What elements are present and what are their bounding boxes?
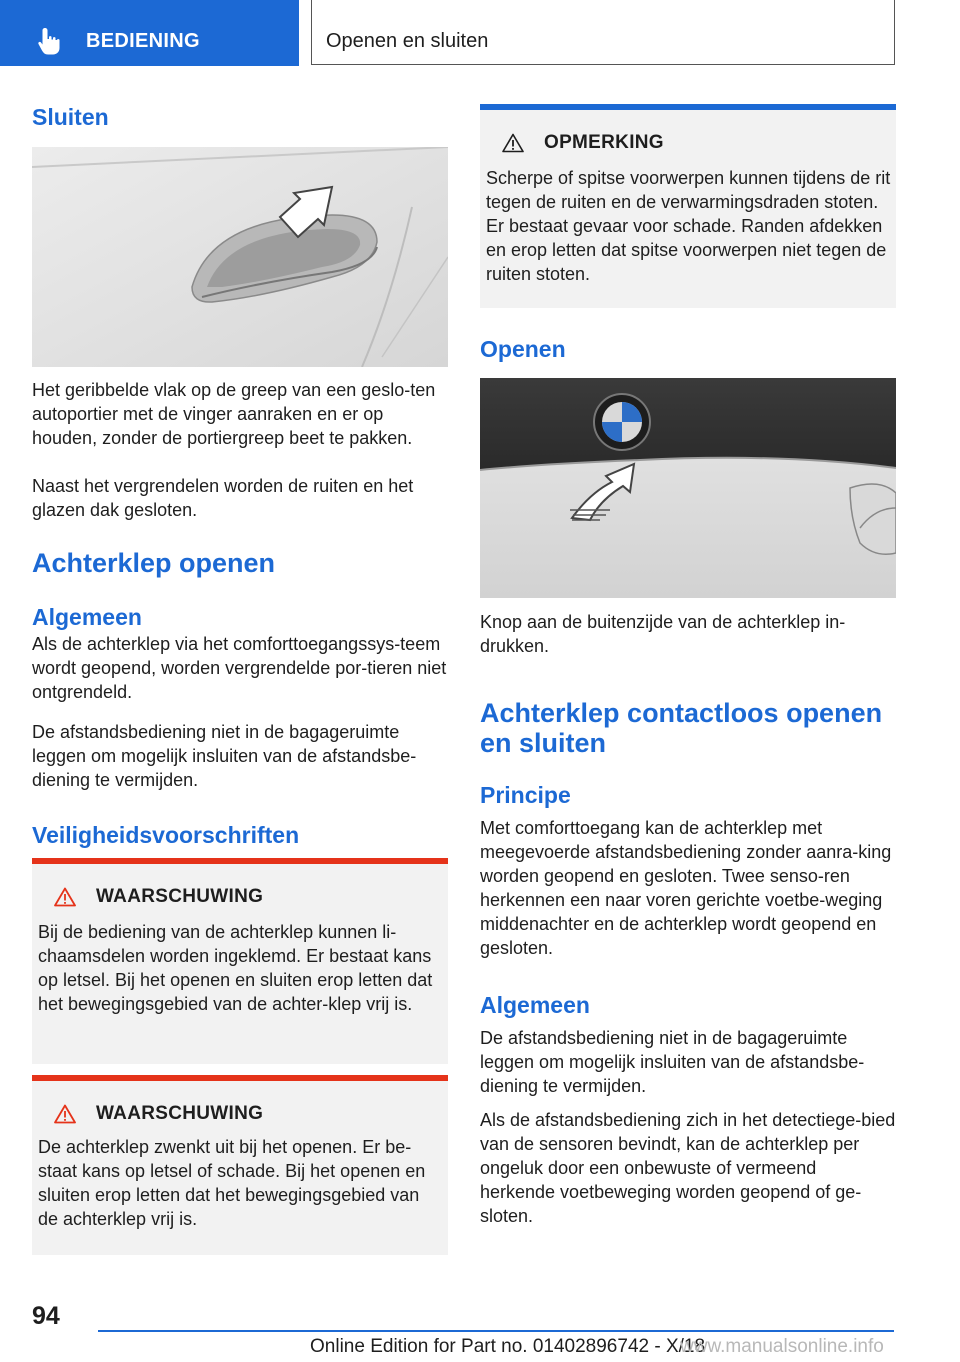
heading-algemeen: Algemeen [32,604,142,630]
hand-pointer-icon [36,26,64,56]
footer-divider [98,1330,894,1332]
heading-openen: Openen [480,336,566,362]
header-divider [311,64,895,65]
page-header [0,0,960,66]
warning-bar [32,858,448,864]
warning-triangle-icon [54,1104,76,1124]
warning-text: Bij de bediening van de achterklep kunnen li-chaamsdelen worden ingeklemd. Er bestaat kans op letsel. Bij het openen en sluiten erop letten dat het bewegingsgebied van de achter-klep vrij is. [38,922,433,1014]
warning-heading [54,1103,263,1125]
note-heading [502,132,664,154]
heading-contactloos: Achterklep contactloos openen en sluiten [480,698,883,758]
warning-title: WAARSCHUWING [96,1103,264,1124]
warning-heading [54,886,263,908]
warning-bar [32,1075,448,1081]
note-bar [480,104,896,110]
heading-achterklep-openen: Achterklep openen [32,548,276,578]
section-tab [0,0,299,66]
paragraph: Het geribbelde vlak op de greep van een geslo-ten autoportier met de vinger aanraken en er op houden, zonder de portiergreep beet te pakken. [32,380,436,448]
header-divider [311,0,312,64]
heading-veiligheidsvoorschriften: Veiligheidsvoorschriften [32,822,300,848]
tailgate-button-illustration [480,378,896,598]
warning-box [32,1075,448,1255]
page-title: Openen en sluiten [326,30,489,52]
paragraph: Als de afstandsbediening zich in het detectiege-bied van de sensoren bevindt, kan de achterklep per ongeluk door een onbewuste of vermeend herkende voetbeweging worden geopend of ge-sloten. [480,1110,896,1226]
header-divider [894,0,895,64]
page-number: 94 [32,1302,60,1330]
paragraph: Met comforttoegang kan de achterklep met meegevoerde afstandsbediening zonder aanra-king worden geopend en gesloten. Twee senso-ren herkennen een naar voren gerichte voetbe-weging middenachter en de achterklep wordt geopend en gesloten. [480,818,892,958]
warning-title: WAARSCHUWING [96,886,264,907]
footer-edition: Online Edition for Part no. 01402896742 - X/18 [310,1336,706,1357]
paragraph: Naast het vergrendelen worden de ruiten en het glazen dak gesloten. [32,476,414,520]
heading-sluiten: Sluiten [32,104,109,130]
paragraph: De afstandsbediening niet in de bagageruimte leggen om mogelijk insluiten van de afstandsbe-diening te vermijden. [480,1028,865,1096]
warning-triangle-icon [54,887,76,907]
note-box [480,104,896,308]
paragraph: De afstandsbediening niet in de bagageruimte leggen om mogelijk insluiten van de afstandsbe-diening te vermijden. [32,722,417,790]
heading-principe: Principe [480,782,571,808]
warning-text: De achterklep zwenkt uit bij het openen. Er be-staat kans op letsel of schade. Bij het openen en sluiten erop letten dat het bewegingsgebied van de achterklep vrij is. [38,1137,426,1229]
section-label: BEDIENING [86,30,200,52]
door-handle-illustration [32,147,448,367]
warning-box [32,858,448,1064]
paragraph: Knop aan de buitenzijde van de achterklep in-drukken. [480,612,846,656]
paragraph: Als de achterklep via het comforttoegangssys-teem wordt geopend, worden vergrendelde por-tieren niet ontgrendeld. [32,634,447,702]
heading-algemeen-2: Algemeen [480,992,590,1018]
note-text: Scherpe of spitse voorwerpen kunnen tijdens de rit tegen de ruiten en de verwarmingsdraden stoten. Er bestaat gevaar voor schade. Randen afdekken en erop letten dat spitse voorwerpen niet tegen de ruiten stoten. [486,168,891,284]
warning-triangle-icon [502,133,524,153]
note-title: OPMERKING [544,132,664,153]
watermark: www.manualsonline.info [680,1336,884,1357]
